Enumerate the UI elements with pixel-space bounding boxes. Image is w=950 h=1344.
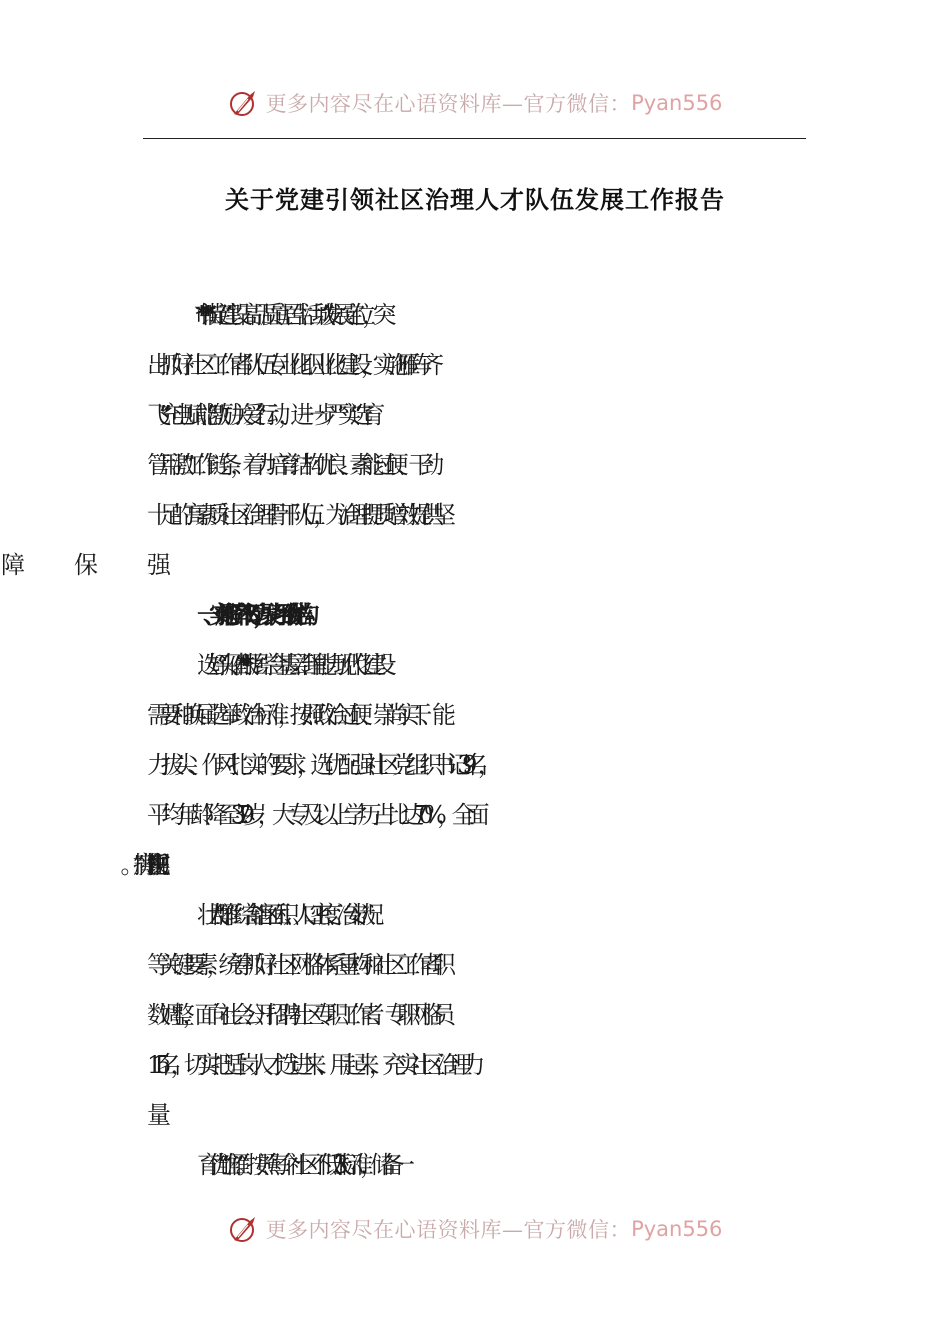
body-line: 十足的高素质社区治理骨干队伍，为治理提质增效提供坚 xyxy=(147,501,444,529)
header-divider xyxy=(143,138,806,139)
body-line: 出抓好社区工作者队伍专业化职业化建设，实施“雁阵齐 xyxy=(147,351,433,379)
body-line: 等关键要素，统筹抓好社区网格体系重构和社区工作者职 xyxy=(147,951,444,979)
body-line: 管用激”工作链条，着力培育结构优良、素能过硬、干劲 xyxy=(147,451,433,479)
header-banner-text: 更多内容尽在心语资料库—官方微信： xyxy=(265,92,632,116)
footer-banner-text: 更多内容尽在心语资料库—官方微信： xyxy=(265,1218,632,1242)
pen-nib-logo-icon xyxy=(228,87,260,119)
body-line: 育优“雏雁”。按照每个社区不低于 3 人标准，储备一 xyxy=(197,1151,402,1179)
body-line xyxy=(147,850,950,880)
body-line xyxy=(147,1100,950,1130)
body-line: **市***锚定“建设高品质宜居生活城”发展定位，突 xyxy=(197,301,383,329)
body-line: 壮大“群雁”。综合辖区面积、人口密度、治安状况 xyxy=(197,901,370,929)
body-line: 数调整，面向社会公开招聘社区专职工作者、专职网格员 xyxy=(147,1001,444,1029)
header-banner xyxy=(0,83,950,123)
body-line xyxy=(147,550,950,580)
body-line: 115 名，切实把适岗人才选进来、用起来，充实社区治理力 xyxy=(147,1051,475,1079)
body-line: 选好“头雁”。***根据综合基层治理能力现代化建设 xyxy=(197,651,383,679)
body-line: 需要和换届选举政治标准，按照政治过硬、崇尚实干、能 xyxy=(147,701,444,729)
footer-banner xyxy=(0,1209,950,1249)
section-heading: 一、实施“雁阵齐飞”行动，聚力用劲优结构 xyxy=(197,601,302,629)
header-banner-wechat-id: Pyan556 xyxy=(631,91,723,115)
body-line: 力拔尖、作风扎实的要求，选优配强社区党组织书记 39 名， xyxy=(147,751,492,779)
footer-banner-wechat-id: Pyan556 xyxy=(631,1217,723,1241)
document-title: 关于党建引领社区治理人才队伍发展工作报告 xyxy=(225,186,725,214)
body-line: 平均年龄降至 37.9 岁，大专及以上学历占比达 70%，全面 xyxy=(147,801,480,829)
body-line: 飞”“充电赋能””激励关爱”行动，进一步严实“选育 xyxy=(147,401,374,429)
pen-nib-logo-icon xyxy=(228,1213,260,1245)
